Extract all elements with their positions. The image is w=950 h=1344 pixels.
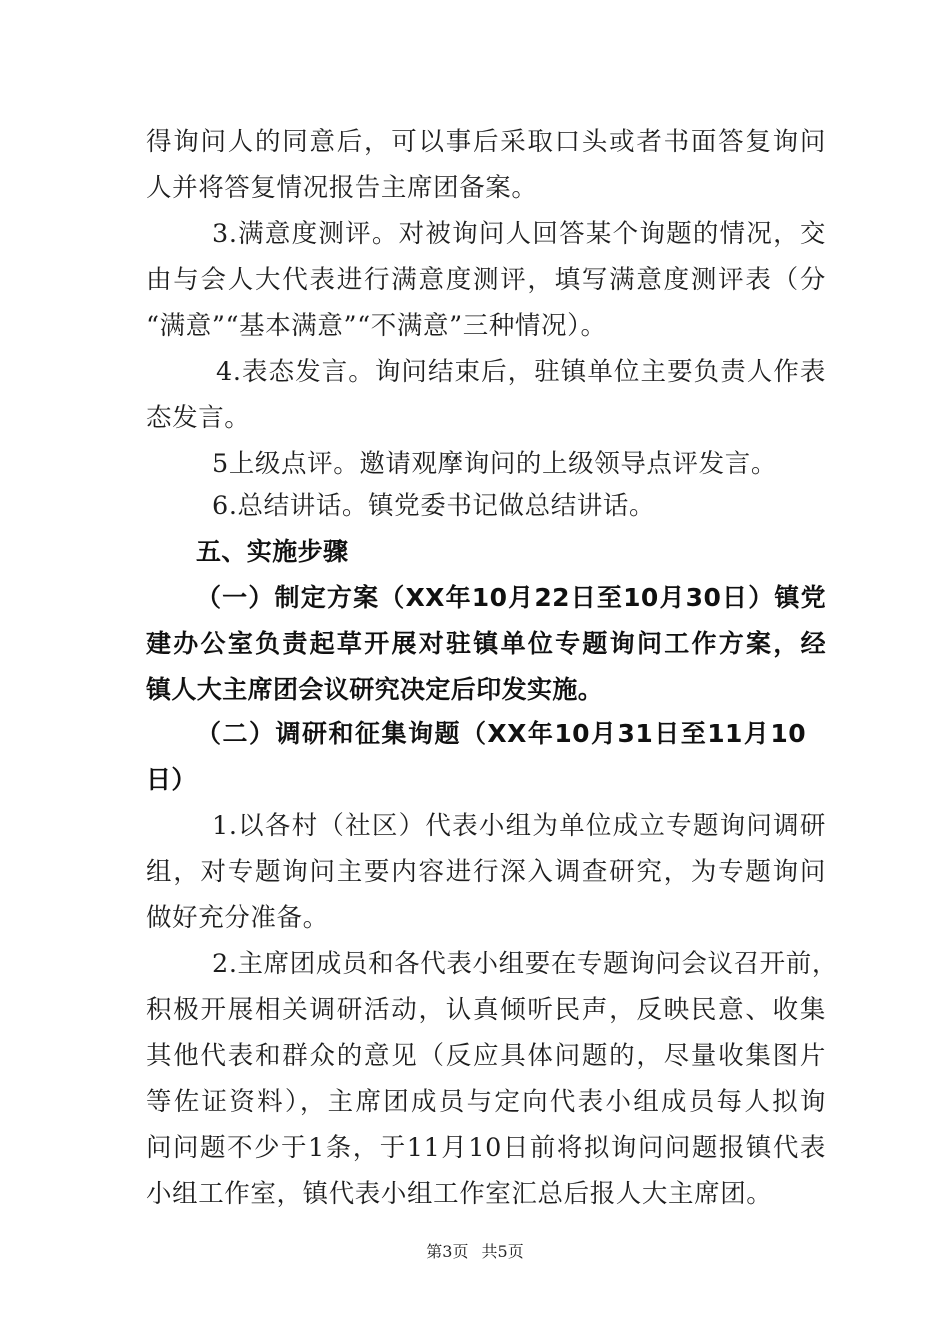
text-line: 6.总结讲话。镇党委书记做总结讲话。 [212, 491, 656, 521]
section-heading: 五、实施步骤 [196, 537, 349, 566]
text-line: 问问题不少于1条，于11月10日前将拟询问问题报镇代表 [146, 1133, 826, 1163]
text-line: “满意”“基本满意”“不满意”三种情况）。 [146, 311, 607, 341]
page-number: 第3页 [426, 1242, 469, 1261]
subsection-heading: （一）制定方案（XX年10月22日至10月30日）镇党 [196, 583, 826, 612]
text-line: 建办公室负责起草开展对驻镇单位专题询问工作方案，经 [146, 629, 826, 658]
text-line: 由与会人大代表进行满意度测评，填写满意度测评表（分 [146, 265, 826, 295]
subsection-heading: （二）调研和征集询题（XX年10月31日至11月10 [196, 719, 806, 748]
text-line: 3.满意度测评。对被询问人回答某个询题的情况，交 [212, 219, 826, 249]
text-line: 日） [146, 765, 197, 794]
text-line: 积极开展相关调研活动，认真倾听民声，反映民意、收集 [146, 995, 826, 1025]
page-footer [0, 1239, 950, 1262]
text-line: 1.以各村（社区）代表小组为单位成立专题询问调研 [212, 811, 826, 841]
text-line: 5上级点评。邀请观摩询问的上级领导点评发言。 [212, 449, 777, 479]
text-line: 态发言。 [146, 403, 251, 433]
text-line: 组，对专题询问主要内容进行深入调查研究，为专题询问 [146, 857, 826, 887]
text-line: 做好充分准备。 [146, 903, 329, 933]
text-line: 得询问人的同意后，可以事后采取口头或者书面答复询问 [146, 127, 826, 157]
text-line: 4.表态发言。询问结束后，驻镇单位主要负责人作表 [216, 357, 826, 387]
text-line: 其他代表和群众的意见（反应具体问题的，尽量收集图片 [146, 1041, 826, 1071]
text-line: 镇人大主席团会议研究决定后印发实施。 [146, 675, 604, 704]
text-line: 人并将答复情况报告主席团备案。 [146, 173, 538, 203]
text-line: 小组工作室，镇代表小组工作室汇总后报人大主席团。 [146, 1179, 773, 1209]
text-line: 2.主席团成员和各代表小组要在专题询问会议召开前， [212, 949, 838, 979]
page-total: 共5页 [481, 1242, 524, 1261]
text-line: 等佐证资料），主席团成员与定向代表小组成员每人拟询 [146, 1087, 826, 1117]
